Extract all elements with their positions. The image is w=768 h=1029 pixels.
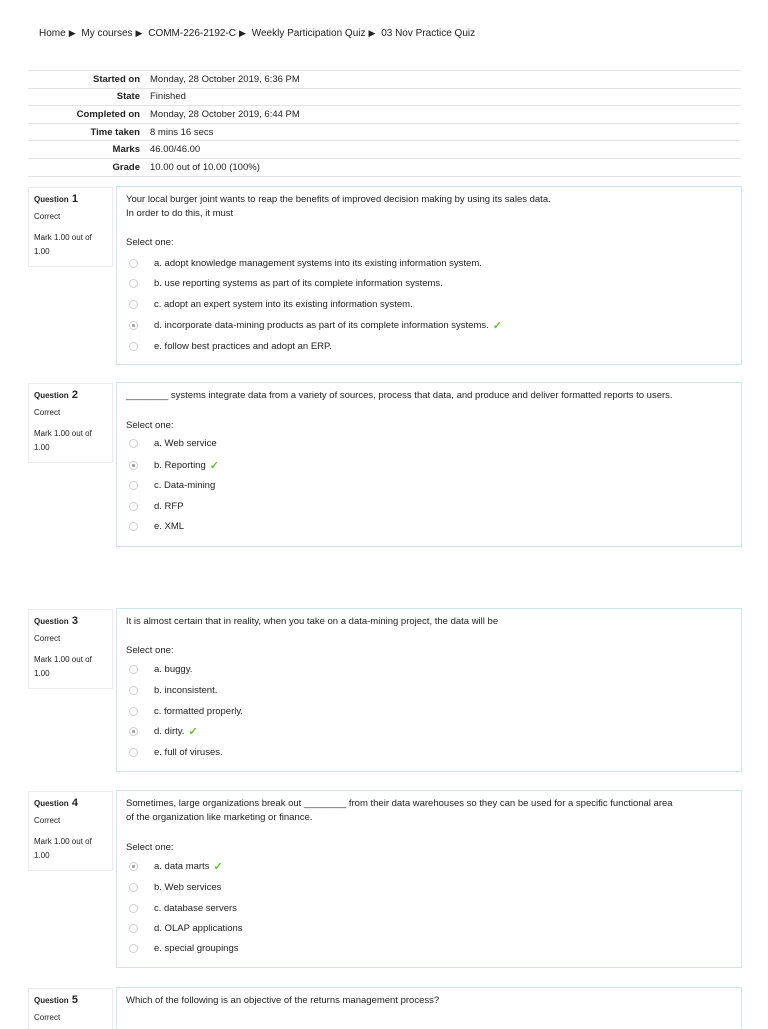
answer-option[interactable] <box>129 519 184 533</box>
question-number-value: 2 <box>71 389 79 401</box>
summary-label: Time taken <box>90 126 140 138</box>
summary-row <box>28 89 741 107</box>
breadcrumb <box>39 28 475 39</box>
option-label: e. full of viruses. <box>154 746 223 758</box>
answer-option[interactable] <box>129 921 243 935</box>
radio-icon[interactable] <box>129 522 138 531</box>
answer-option[interactable] <box>129 859 223 873</box>
answer-option[interactable] <box>129 478 215 492</box>
option-label: d. RFP <box>154 500 184 512</box>
summary-value: Monday, 28 October 2019, 6:44 PM <box>150 108 300 120</box>
option-label: c. database servers <box>154 902 237 914</box>
summary-label: State <box>116 91 140 103</box>
question-state: Correct <box>34 634 61 643</box>
radio-icon[interactable] <box>129 300 138 309</box>
summary-label: Marks <box>112 144 140 156</box>
quiz-summary-table <box>28 70 741 177</box>
radio-icon[interactable] <box>129 481 138 490</box>
option-label: e. XML <box>154 520 185 532</box>
select-one-label: Select one: <box>126 237 174 248</box>
radio-icon[interactable] <box>129 279 138 288</box>
question-3-content <box>116 608 742 772</box>
question-word: Question <box>34 996 69 1005</box>
question-1-info <box>28 187 113 267</box>
question-word: Question <box>34 391 69 400</box>
summary-value: 10.00 out of 10.00 (100%) <box>150 161 260 173</box>
question-text <box>126 615 726 629</box>
radio-icon[interactable] <box>129 502 138 511</box>
answer-option[interactable] <box>129 880 221 894</box>
option-label: d. OLAP applications <box>154 922 243 934</box>
summary-row <box>28 141 741 159</box>
answer-option[interactable] <box>129 724 198 738</box>
breadcrumb-home[interactable]: Home <box>39 28 66 39</box>
summary-row <box>28 124 741 142</box>
radio-selected-icon[interactable] <box>129 727 138 736</box>
radio-icon[interactable] <box>129 439 138 448</box>
question-mark: Mark 1.00 out of 1.00 <box>34 655 92 678</box>
radio-selected-icon[interactable] <box>129 862 138 871</box>
radio-icon[interactable] <box>129 883 138 892</box>
option-label: b. Reporting <box>154 459 206 471</box>
question-5-content <box>116 987 742 1028</box>
question-mark: Mark 1.00 out of 1.00 <box>34 429 92 452</box>
question-text-line: Sometimes, large organizations break out ________ from their data warehouses so they can be used for a specific functional area <box>126 798 673 809</box>
breadcrumb-separator-icon: ▶ <box>368 28 376 38</box>
option-label: b. inconsistent. <box>154 684 218 696</box>
breadcrumb-separator-icon: ▶ <box>135 28 143 38</box>
checkmark-icon: ✓ <box>492 319 502 332</box>
radio-selected-icon[interactable] <box>129 461 138 470</box>
summary-label: Grade <box>112 161 140 173</box>
question-state: Correct <box>34 816 61 825</box>
summary-row <box>28 71 741 89</box>
question-text-line: of the organization like marketing or finance. <box>126 812 313 823</box>
question-text-line: ________ systems integrate data from a variety of sources, process that data, and produce and deliver formatted reports to users. <box>126 390 673 401</box>
select-one-label: Select one: <box>126 645 174 656</box>
answer-option[interactable] <box>129 745 223 759</box>
question-number <box>34 389 78 401</box>
question-number <box>34 994 78 1006</box>
radio-icon[interactable] <box>129 342 138 351</box>
answer-option[interactable] <box>129 662 192 676</box>
breadcrumb-current-quiz[interactable]: 03 Nov Practice Quiz <box>381 28 476 39</box>
question-text-line: Which of the following is an objective of the returns management process? <box>126 995 440 1006</box>
radio-selected-icon[interactable] <box>129 321 138 330</box>
question-text <box>126 797 726 825</box>
checkmark-icon: ✓ <box>213 860 223 873</box>
question-text-line: Your local burger joint wants to reap the benefits of improved decision making by using its sales data. <box>126 194 551 205</box>
question-number <box>34 193 78 205</box>
answer-option[interactable] <box>129 276 443 290</box>
answer-option[interactable] <box>129 499 184 513</box>
question-word: Question <box>34 195 69 204</box>
question-text <box>126 193 726 221</box>
option-label: b. Web services <box>154 881 222 893</box>
question-state: Correct <box>34 212 61 221</box>
option-label: c. adopt an expert system into its existing information system. <box>154 298 413 310</box>
radio-icon[interactable] <box>129 686 138 695</box>
question-word: Question <box>34 617 69 626</box>
answer-option[interactable] <box>129 901 237 915</box>
answer-option[interactable] <box>129 704 243 718</box>
breadcrumb-separator-icon: ▶ <box>239 28 246 38</box>
summary-value: Monday, 28 October 2019, 6:36 PM <box>150 73 300 85</box>
summary-row <box>28 159 741 177</box>
question-3-info <box>28 609 113 689</box>
radio-icon[interactable] <box>129 707 138 716</box>
option-label: a. buggy. <box>154 663 193 675</box>
answer-option[interactable] <box>129 256 482 270</box>
breadcrumb-separator-icon: ▶ <box>68 28 76 38</box>
question-state: Correct <box>34 408 61 417</box>
select-one-label: Select one: <box>126 420 174 431</box>
summary-value: 8 mins 16 secs <box>150 126 214 138</box>
question-2-content <box>116 382 742 547</box>
checkmark-icon: ✓ <box>188 725 198 738</box>
option-label: d. dirty. <box>154 725 185 737</box>
answer-option[interactable] <box>129 941 239 955</box>
question-4-content <box>116 790 742 968</box>
option-label: b. use reporting systems as part of its complete information systems. <box>154 277 443 289</box>
question-text <box>126 389 726 403</box>
radio-icon[interactable] <box>129 944 138 953</box>
summary-row <box>28 106 741 124</box>
question-number-value: 5 <box>71 994 79 1006</box>
question-4-info <box>28 791 113 871</box>
option-label: e. follow best practices and adopt an ERP. <box>154 340 332 352</box>
question-text <box>126 994 726 1008</box>
answer-option[interactable] <box>129 339 332 353</box>
radio-icon[interactable] <box>129 924 138 933</box>
breadcrumb-course[interactable]: COMM-226-2192-C <box>148 28 237 39</box>
radio-icon[interactable] <box>129 259 138 268</box>
option-label: a. data marts <box>154 860 210 872</box>
option-label: c. formatted properly. <box>154 705 244 717</box>
answer-option[interactable] <box>129 458 219 472</box>
question-number <box>34 615 78 627</box>
question-1-content <box>116 186 742 365</box>
question-number-value: 1 <box>71 193 79 205</box>
question-word: Question <box>34 799 69 808</box>
answer-option[interactable] <box>129 297 413 311</box>
answer-option[interactable] <box>129 318 502 332</box>
option-label: a. Web service <box>154 437 217 449</box>
summary-label: Completed on <box>76 108 140 120</box>
question-2-info <box>28 383 113 463</box>
breadcrumb-my-courses[interactable]: My courses <box>81 28 133 39</box>
option-label: e. special groupings <box>154 942 239 954</box>
question-number-value: 4 <box>71 797 79 809</box>
option-label: c. Data-mining <box>154 479 216 491</box>
radio-icon[interactable] <box>129 904 138 913</box>
select-one-label: Select one: <box>126 842 174 853</box>
radio-icon[interactable] <box>129 665 138 674</box>
option-label: d. incorporate data-mining products as part of its complete information systems. <box>154 319 489 331</box>
question-mark: Mark 1.00 out of 1.00 <box>34 837 92 860</box>
checkmark-icon: ✓ <box>209 459 219 472</box>
question-number-value: 3 <box>71 615 79 627</box>
summary-value: 46.00/46.00 <box>150 144 201 156</box>
question-number <box>34 797 78 809</box>
answer-option[interactable] <box>129 436 217 450</box>
question-state: Correct <box>34 1013 61 1022</box>
option-label: a. adopt knowledge management systems into its existing information system. <box>154 257 482 269</box>
breadcrumb-quiz-category[interactable]: Weekly Participation Quiz <box>251 28 366 39</box>
question-5-info <box>28 988 113 1029</box>
question-mark: Mark 1.00 out of 1.00 <box>34 233 92 256</box>
radio-icon[interactable] <box>129 748 138 757</box>
question-text-line: In order to do this, it must <box>126 208 234 219</box>
summary-value: Finished <box>150 91 186 103</box>
summary-label: Started on <box>93 73 140 85</box>
answer-option[interactable] <box>129 683 217 697</box>
question-text-line: It is almost certain that in reality, when you take on a data-mining project, the data will be <box>126 616 499 627</box>
